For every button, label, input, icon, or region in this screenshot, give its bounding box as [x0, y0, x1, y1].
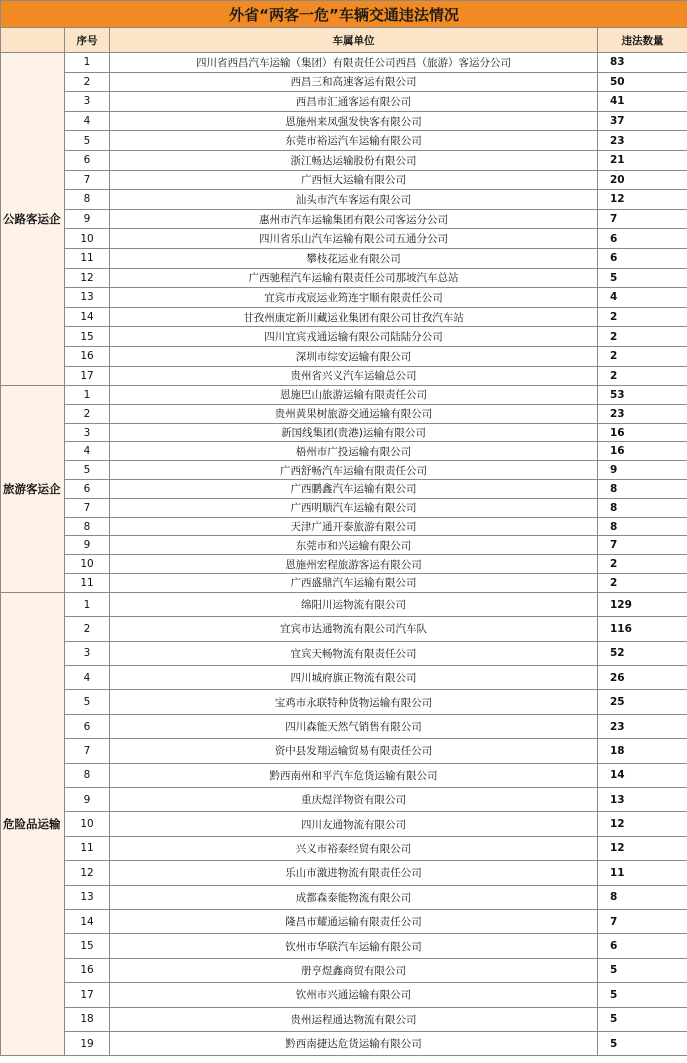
row-count: 23 [598, 404, 687, 423]
row-unit: 宜宾市达通物流有限公司汽车队 [110, 617, 598, 641]
row-seq: 4 [65, 442, 110, 461]
row-count: 21 [598, 150, 687, 170]
row-count: 8 [598, 498, 687, 517]
row-count: 5 [598, 1007, 687, 1031]
row-seq: 11 [65, 574, 110, 593]
row-unit: 浙江畅达运输股份有限公司 [110, 150, 598, 170]
row-count: 41 [598, 92, 687, 112]
row-seq: 9 [65, 209, 110, 229]
table-row [1, 366, 687, 386]
row-seq: 2 [65, 617, 110, 641]
row-unit: 四川城府旗正物流有限公司 [110, 666, 598, 690]
table-row [1, 170, 687, 190]
row-count: 12 [598, 812, 687, 836]
row-count: 8 [598, 480, 687, 499]
row-count: 13 [598, 787, 687, 811]
row-unit: 宜宾市戎宸运业筠连宇顺有限责任公司 [110, 288, 598, 308]
table-row [1, 327, 687, 347]
table-row [1, 346, 687, 366]
header-unit: 车属单位 [110, 28, 598, 53]
table-row [1, 909, 687, 933]
row-count: 23 [598, 714, 687, 738]
row-unit: 贵州黄果树旅游交通运输有限公司 [110, 404, 598, 423]
table-row [1, 714, 687, 738]
table-row [1, 763, 687, 787]
row-seq: 16 [65, 346, 110, 366]
row-unit: 重庆煜洋物资有限公司 [110, 787, 598, 811]
row-seq: 15 [65, 934, 110, 958]
header-row [1, 28, 687, 53]
row-unit: 西昌市汇通客运有限公司 [110, 92, 598, 112]
table-row [1, 934, 687, 958]
row-seq: 10 [65, 812, 110, 836]
table-row [1, 836, 687, 860]
row-seq: 14 [65, 909, 110, 933]
row-seq: 7 [65, 498, 110, 517]
table-row [1, 517, 687, 536]
row-count: 5 [598, 268, 687, 288]
row-count: 6 [598, 248, 687, 268]
row-seq: 8 [65, 517, 110, 536]
table-row [1, 617, 687, 641]
table-row [1, 641, 687, 665]
row-seq: 17 [65, 366, 110, 386]
row-seq: 5 [65, 690, 110, 714]
row-unit: 宝鸡市永联特种货物运输有限公司 [110, 690, 598, 714]
row-seq: 13 [65, 885, 110, 909]
row-unit: 四川省西昌汽车运输（集团）有限责任公司西昌（旅游）客运分公司 [110, 53, 598, 73]
row-count: 50 [598, 72, 687, 92]
table-row [1, 190, 687, 210]
table-row [1, 574, 687, 593]
row-count: 83 [598, 53, 687, 73]
table-row [1, 442, 687, 461]
row-seq: 18 [65, 1007, 110, 1031]
table-row [1, 404, 687, 423]
row-unit: 恩施州来凤强发快客有限公司 [110, 111, 598, 131]
row-unit: 汕头市汽车客运有限公司 [110, 190, 598, 210]
row-seq: 10 [65, 555, 110, 574]
row-count: 25 [598, 690, 687, 714]
table-row [1, 690, 687, 714]
row-count: 18 [598, 739, 687, 763]
table-body [1, 53, 687, 1056]
table-row [1, 72, 687, 92]
row-seq: 5 [65, 131, 110, 151]
row-count: 12 [598, 836, 687, 860]
row-count: 2 [598, 346, 687, 366]
header-seq: 序号 [65, 28, 110, 53]
row-seq: 11 [65, 248, 110, 268]
row-unit: 隆昌市耀通运输有限责任公司 [110, 909, 598, 933]
row-count: 53 [598, 386, 687, 405]
header-category-blank [1, 28, 65, 53]
table-row [1, 150, 687, 170]
row-count: 129 [598, 592, 687, 616]
row-seq: 6 [65, 714, 110, 738]
row-count: 2 [598, 555, 687, 574]
row-count: 6 [598, 229, 687, 249]
table-row [1, 1007, 687, 1031]
row-count: 6 [598, 934, 687, 958]
table-row [1, 307, 687, 327]
row-seq: 2 [65, 72, 110, 92]
row-unit: 甘孜州康定新川藏运业集团有限公司甘孜汽车站 [110, 307, 598, 327]
row-unit: 东莞市裕运汽车运输有限公司 [110, 131, 598, 151]
table-row [1, 423, 687, 442]
table-row [1, 1031, 687, 1055]
row-seq: 13 [65, 288, 110, 308]
table-row [1, 268, 687, 288]
category-tourism: 旅游客运企 [1, 386, 65, 593]
row-unit: 宜宾天畅物流有限责任公司 [110, 641, 598, 665]
row-unit: 四川友通物流有限公司 [110, 812, 598, 836]
row-seq: 1 [65, 53, 110, 73]
row-count: 5 [598, 983, 687, 1007]
row-count: 26 [598, 666, 687, 690]
table-row [1, 739, 687, 763]
row-seq: 8 [65, 763, 110, 787]
row-unit: 四川森能天然气销售有限公司 [110, 714, 598, 738]
row-seq: 14 [65, 307, 110, 327]
table-row [1, 666, 687, 690]
row-seq: 5 [65, 461, 110, 480]
row-unit: 钦州市华联汽车运输有限公司 [110, 934, 598, 958]
row-unit: 资中县发翔运输贸易有限责任公司 [110, 739, 598, 763]
row-seq: 4 [65, 666, 110, 690]
row-unit: 广西舒畅汽车运输有限责任公司 [110, 461, 598, 480]
row-count: 12 [598, 190, 687, 210]
table-row [1, 812, 687, 836]
row-unit: 乐山市激进物流有限责任公司 [110, 861, 598, 885]
row-seq: 16 [65, 958, 110, 982]
table-row [1, 209, 687, 229]
row-unit: 四川省乐山汽车运输有限公司五通分公司 [110, 229, 598, 249]
table-row [1, 461, 687, 480]
row-seq: 7 [65, 170, 110, 190]
row-unit: 绵阳川运物流有限公司 [110, 592, 598, 616]
row-unit: 攀枝花运业有限公司 [110, 248, 598, 268]
row-count: 14 [598, 763, 687, 787]
table-row [1, 592, 687, 616]
row-seq: 9 [65, 536, 110, 555]
row-unit: 册亨煜鑫商贸有限公司 [110, 958, 598, 982]
row-unit: 梧州市广投运输有限公司 [110, 442, 598, 461]
row-unit: 新国线集团(贵港)运输有限公司 [110, 423, 598, 442]
row-seq: 15 [65, 327, 110, 347]
row-unit: 钦州市兴通运输有限公司 [110, 983, 598, 1007]
table-title: 外省“两客一危”车辆交通违法情况 [1, 1, 687, 28]
row-unit: 黔西南州和平汽车危货运输有限公司 [110, 763, 598, 787]
row-count: 52 [598, 641, 687, 665]
row-seq: 12 [65, 861, 110, 885]
category-hazmat: 危险品运输 [1, 592, 65, 1055]
row-count: 20 [598, 170, 687, 190]
row-count: 9 [598, 461, 687, 480]
row-seq: 6 [65, 480, 110, 499]
header-count: 违法数量 [598, 28, 687, 53]
row-seq: 3 [65, 423, 110, 442]
row-unit: 兴义市裕泰经贸有限公司 [110, 836, 598, 860]
row-seq: 9 [65, 787, 110, 811]
row-count: 5 [598, 1031, 687, 1055]
row-unit: 广西明顺汽车运输有限公司 [110, 498, 598, 517]
table-row [1, 288, 687, 308]
row-unit: 广西鹏鑫汽车运输有限公司 [110, 480, 598, 499]
row-unit: 惠州市汽车运输集团有限公司客运分公司 [110, 209, 598, 229]
table-row [1, 555, 687, 574]
row-unit: 广西盛鼎汽车运输有限公司 [110, 574, 598, 593]
row-count: 2 [598, 307, 687, 327]
row-count: 2 [598, 366, 687, 386]
table-row [1, 131, 687, 151]
row-count: 4 [598, 288, 687, 308]
row-seq: 3 [65, 92, 110, 112]
row-count: 5 [598, 958, 687, 982]
row-seq: 10 [65, 229, 110, 249]
table-row [1, 536, 687, 555]
row-seq: 3 [65, 641, 110, 665]
row-count: 2 [598, 574, 687, 593]
row-unit: 贵州运程通达物流有限公司 [110, 1007, 598, 1031]
row-seq: 11 [65, 836, 110, 860]
row-count: 16 [598, 442, 687, 461]
row-count: 7 [598, 909, 687, 933]
table-row [1, 111, 687, 131]
row-count: 37 [598, 111, 687, 131]
row-seq: 4 [65, 111, 110, 131]
row-seq: 6 [65, 150, 110, 170]
table-row [1, 983, 687, 1007]
table-row [1, 498, 687, 517]
table-row [1, 480, 687, 499]
row-count: 11 [598, 861, 687, 885]
row-seq: 1 [65, 592, 110, 616]
table-row [1, 386, 687, 405]
row-count: 7 [598, 209, 687, 229]
row-unit: 四川宜宾戎通运输有限公司陆陆分公司 [110, 327, 598, 347]
row-unit: 西昌三和高速客运有限公司 [110, 72, 598, 92]
row-count: 16 [598, 423, 687, 442]
row-unit: 黔西南捷达危货运输有限公司 [110, 1031, 598, 1055]
row-count: 8 [598, 885, 687, 909]
row-count: 116 [598, 617, 687, 641]
row-unit: 恩施州宏程旅游客运有限公司 [110, 555, 598, 574]
row-unit: 广西驰程汽车运输有限责任公司那坡汽车总站 [110, 268, 598, 288]
table-row [1, 53, 687, 73]
row-seq: 17 [65, 983, 110, 1007]
row-count: 2 [598, 327, 687, 347]
row-unit: 恩施巴山旅游运输有限责任公司 [110, 386, 598, 405]
row-count: 8 [598, 517, 687, 536]
row-unit: 成都森泰能物流有限公司 [110, 885, 598, 909]
row-count: 23 [598, 131, 687, 151]
row-unit: 贵州省兴义汽车运输总公司 [110, 366, 598, 386]
row-seq: 8 [65, 190, 110, 210]
table-row [1, 92, 687, 112]
table-row [1, 229, 687, 249]
row-seq: 19 [65, 1031, 110, 1055]
row-unit: 天津广通开泰旅游有限公司 [110, 517, 598, 536]
table-row [1, 885, 687, 909]
row-unit: 广西恒大运输有限公司 [110, 170, 598, 190]
table-row [1, 861, 687, 885]
table-row [1, 787, 687, 811]
row-unit: 深圳市综安运输有限公司 [110, 346, 598, 366]
row-seq: 1 [65, 386, 110, 405]
row-seq: 7 [65, 739, 110, 763]
category-passenger-road: 公路客运企 [1, 53, 65, 386]
table-row [1, 958, 687, 982]
row-count: 7 [598, 536, 687, 555]
row-seq: 2 [65, 404, 110, 423]
table-row [1, 248, 687, 268]
row-seq: 12 [65, 268, 110, 288]
row-unit: 东莞市和兴运输有限公司 [110, 536, 598, 555]
